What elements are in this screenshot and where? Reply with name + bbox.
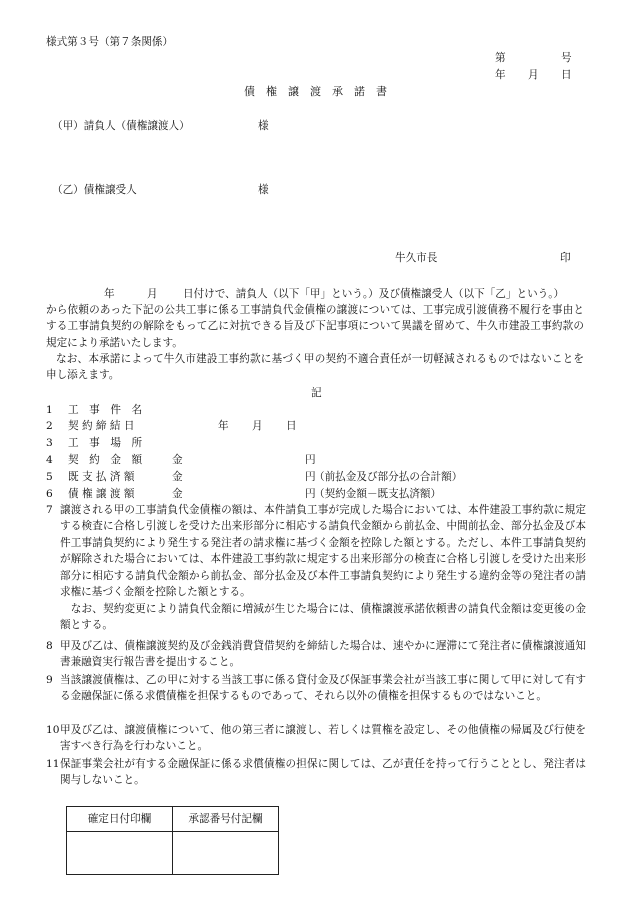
field-unit: 円 <box>305 471 316 483</box>
clause-text: 甲及び乙は、譲渡債権について、他の第三者に譲渡し、若しくは質権を設定し、その他債権の帰属及び行使を害すべき行為を行わないこと。 <box>60 724 586 753</box>
field-prefix: 金 <box>172 471 183 483</box>
body-date-month: 月 <box>147 288 158 300</box>
clause-10 <box>46 722 586 755</box>
body-date-rest: 日付けで、請負人（以下「甲」という。）及び債権譲受人（以下「乙」という。） <box>183 288 565 300</box>
party-b-honorific: 様 <box>258 184 269 196</box>
mayor-name: 牛久市長 <box>395 252 438 264</box>
field-label: 債 権 譲 渡 額 <box>68 488 135 500</box>
field-prefix: 金 <box>172 488 183 500</box>
contract-date-year: 年 <box>218 420 229 432</box>
header-date-month: 月 <box>528 69 539 81</box>
body-paragraph-1: から依頼のあった下記の公共工事に係る工事請負代金債権の譲渡については、工事完成引渡債務不履行を事由とする工事請負契約の解除をもって乙に対抗できる旨及び下記事項について異議を留めて、牛久市建設工事約款の規定により承諾いたします。 <box>46 304 584 349</box>
stamp-date-header: 確定日付印欄 <box>67 807 173 832</box>
header-date-day: 日 <box>561 69 572 81</box>
clause-text: なお、契約変更により請負代金額に増減が生じた場合には、債権譲渡承諾依頼書の請負代金額は変更後の金額とする。 <box>60 603 586 632</box>
field-number: 6 <box>46 488 53 500</box>
header-date-year: 年 <box>495 69 506 81</box>
doc-number-prefix: 第 <box>495 52 506 64</box>
field-label: 契 約 金 額 <box>68 454 143 466</box>
field-label: 契 約 締 結 日 <box>68 420 135 432</box>
clause-7-note <box>46 601 586 634</box>
body-paragraph-2: なお、本承諾によって牛久市建設工事約款に基づく甲の契約不適合責任が一切軽減されるものではないことを申し添えます。 <box>46 353 584 382</box>
clause-number: 8 <box>46 640 53 652</box>
doc-number-suffix: 号 <box>561 52 572 64</box>
stamp-table <box>66 806 279 875</box>
field-unit: 円 <box>305 454 316 466</box>
ki-heading: 記 <box>311 387 322 399</box>
contract-date-day: 日 <box>286 420 297 432</box>
field-unit: 円 <box>305 488 316 500</box>
clause-number: 7 <box>46 504 53 516</box>
clause-text: 保証事業会社が有する金融保証に係る求償債権の担保に関しては、乙が責任を持って行うこととし、発注者は関与しないこと。 <box>60 758 586 787</box>
field-number: 2 <box>46 420 53 432</box>
field-label: 工 事 件 名 <box>68 404 143 416</box>
field-note: （契約金額－既支払済額） <box>314 488 442 500</box>
clause-number: 10 <box>46 724 60 736</box>
clause-9 <box>46 672 586 705</box>
clause-number: 9 <box>46 674 53 686</box>
approval-number-cell[interactable] <box>173 832 279 875</box>
field-label: 工 事 場 所 <box>68 437 143 449</box>
clause-11 <box>46 756 586 789</box>
field-number: 1 <box>46 404 53 416</box>
document-title: 債 権 譲 渡 承 諾 書 <box>244 85 387 98</box>
clause-text: 当該譲渡債権は、乙の甲に対する当該工事に係る貸付金及び保証事業会社が当該工事に関して甲に対して有する金融保証に係る求償債権を担保するものであって、それら以外の債権を担保するものではないこと。 <box>60 674 586 703</box>
clause-text: 譲渡される甲の工事請負代金債権の額は、本件請負工事が完成した場合においては、本件建設工事約款に規定する検査に合格し引渡しを受けた出来形部分に相応する請負代金額から前払金、中間前払金、部分払金及び本件工事請負契約により発生する発注者の請求権に基づく金額を控除した額とする。ただし、本件工事請負契約が解除された場合においては、本件建設工事約款に規定する出来形部分の検査に合格し引渡しを受けた出来形部分に相応する請負代金額から前払金、部分払金及び本件工事請負契約により発生する違約金等の発注者の請求権に基づく金額を控除した額とする。 <box>60 504 586 599</box>
field-prefix: 金 <box>172 454 183 466</box>
field-number: 3 <box>46 437 53 449</box>
approval-number-header: 承認番号付記欄 <box>173 807 279 832</box>
field-note: （前払金及び部分払の合計額） <box>314 471 463 483</box>
body-date-year: 年 <box>104 288 115 300</box>
clause-number: 11 <box>46 758 60 770</box>
party-a-honorific: 様 <box>258 120 269 132</box>
stamp-date-cell[interactable] <box>67 832 173 875</box>
form-number: 様式第３号（第７条関係） <box>46 36 174 48</box>
contract-date-month: 月 <box>252 420 263 432</box>
party-b-label: （乙）債権譲受人 <box>52 184 137 196</box>
field-label: 既 支 払 済 額 <box>68 471 135 483</box>
field-number: 5 <box>46 471 53 483</box>
clause-7 <box>46 502 586 600</box>
party-a-label: （甲）請負人（債権譲渡人） <box>52 120 190 132</box>
field-number: 4 <box>46 454 53 466</box>
seal-mark: 印 <box>560 252 571 264</box>
clause-text: 甲及び乙は、債権譲渡契約及び金銭消費貸借契約を締結した場合は、速やかに遅滞にて発注者に債権譲渡通知書兼融資実行報告書を提出すること。 <box>60 640 586 669</box>
clause-8 <box>46 638 586 671</box>
